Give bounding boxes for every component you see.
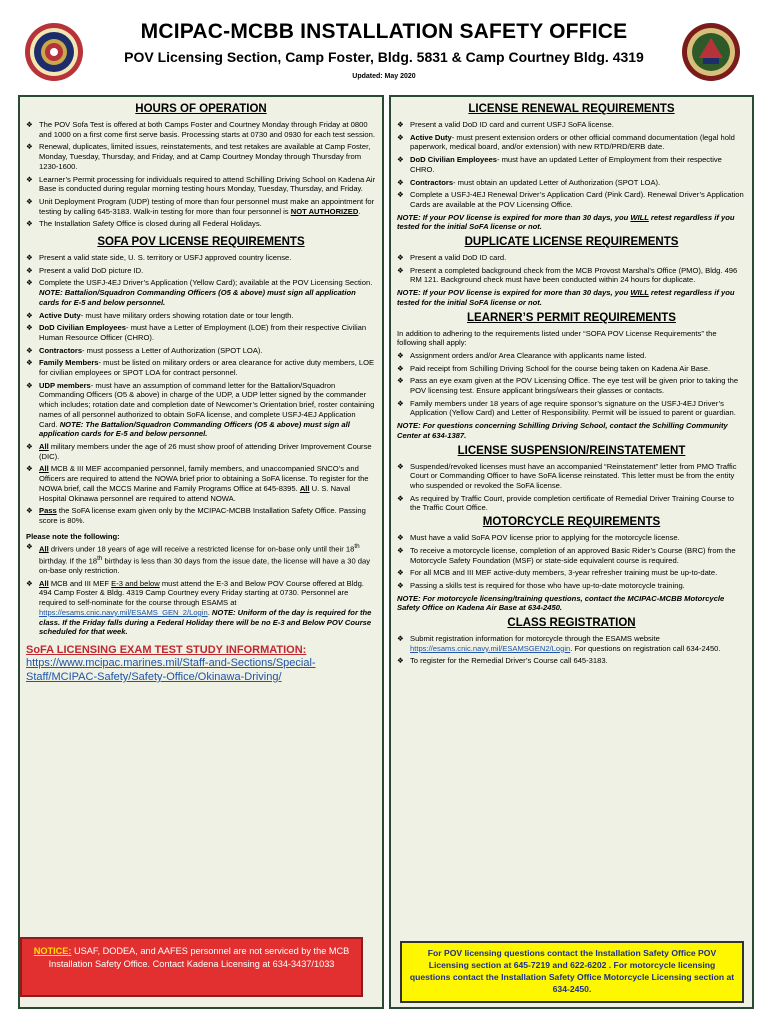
learner-list [397,351,746,418]
bullet-icon: ❖ [397,376,404,386]
bullet-icon: ❖ [26,174,33,184]
bullet-icon: ❖ [26,310,33,320]
bullet-icon: ❖ [26,441,33,451]
sofa-title: SOFA POV LICENSE REQUIREMENTS [97,236,305,249]
contact-box: For POV licensing questions contact the Installation Safety Office POV Licensing section at 645-7219 and 622-6202 . For motorcycle licensing questions contact the Installation Safety Office Motorcycle Licensing section at 634-2450. [400,941,744,1003]
bullet-icon: ❖ [397,580,404,590]
page-title: MCIPAC-MCBB INSTALLATION SAFETY OFFICE [140,20,628,43]
class-registration-title: CLASS REGISTRATION [507,617,636,630]
bullet-icon: ❖ [397,398,404,408]
list-item: ❖ The POV Sofa Test is offered at both Camps Foster and Courtney Monday through Friday at 0800 and 1000 on a first come first serve basis. Processing starts at 0730 and 0930 for each test session. [26,120,375,139]
safety-office-seal-icon [681,22,741,82]
list-item: ❖ Submit registration information for motorcycle through the ESAMS website https://esams.cnic.navy.mil/ESAMSGEN2/Login. For questions on registration call 634-2450. [397,634,721,653]
bullet-icon: ❖ [26,358,33,368]
bullet-icon: ❖ [397,350,404,360]
bullet-icon: ❖ [397,177,404,187]
list-item: ❖ To receive a motorcycle license, completion of an approved Basic Rider’s Course (BRC) from the Motorcycle Safety Foundation (MSF) or state-side equivalent course is required. [397,545,736,565]
hours-title: HOURS OF OPERATION [135,103,267,115]
duplicate-list [397,253,746,285]
bullet-icon: ❖ [26,541,33,551]
updated-date: Updated: May 2020 [352,73,416,80]
study-info-link[interactable]: https://www.mcipac.marines.mil/Staff-and-Sections/Special-Staff/MCIPAC-Safety/Safety-Office/Okinawa-Driving/ [26,657,316,683]
bullet-icon: ❖ [397,120,404,129]
bullet-icon: ❖ [397,568,404,578]
list-item: ❖ UDP members- must have an assumption of command letter for the Battalion/Squadron Commanding Officers (O5 & above) in charge of the UDP, a UDP letter signed by the commander which includes; rotation date and completion date of Newcomer’s Orientation brief, roster containing names of all personnel authorized to obtain SoFA license, and complete USFJ-4EJ Application Card. NOTE: The Battalion/Squadron Commanding Officers (O5 & above) must sign all application cards for E-5 and below personnel. [26,380,375,439]
bullet-icon: ❖ [397,253,404,263]
bullet-icon: ❖ [26,278,33,288]
list-item: ❖ Present a completed background check from the MCB Provost Marshal’s Office (PMO), Bldg. 496 RM 121. Background check must have been conducted within 24 hours for duplicate. [397,265,738,285]
bullet-icon: ❖ [397,190,404,200]
list-item: ❖ Family members under 18 years of age require sponsor’s signature on the USFJ-4EJ Driver’s Application (Yellow Card) and Letter of Responsibility. Permit will be issued to parent or guardian. [397,398,736,418]
list-item: ❖ All MCB and III MEF E-3 and below must attend the E-3 and Below POV Course offered at Bldg. 494 Camp Foster & Bldg. 4319 Camp Courtney every Friday starting at 0730. Personnel are required to self-nominate for the course through ESAMS at https://esams.cnic.navy.mil/ESAMS_GEN_2/Login. NOTE: Uniform of the day is required for the class. If the Friday falls during a Federal Holiday there will be no E-3 and Below POV Course scheduled for that week. [26,578,372,637]
bullet-icon: ❖ [26,506,33,516]
list-item: ❖ Present a valid DoD ID card. [397,253,507,263]
list-item: ❖ Paid receipt from Schilling Driving School for the course being taken on Kadena Air Base. [397,363,711,373]
header [0,0,768,92]
renewal-list [397,120,746,210]
hours-list [26,120,376,229]
list-item: ❖ Learner’s Permit processing for individuals required to attend Schilling Driving School on Kadena Air Base is conducted during regular morning testing hours Monday, Tuesday, Thursday, and Friday. [26,174,376,194]
bullet-icon: ❖ [26,345,33,355]
bullet-icon: ❖ [26,323,33,333]
duplicate-title: DUPLICATE LICENSE REQUIREMENTS [464,236,679,249]
list-item: ❖ DoD Civilian Employees- must have a Letter of Employment (LOE) from their respective Civilian Human Resource Officer (CHRO). [26,323,367,342]
bullet-icon: ❖ [397,656,404,666]
list-item: ❖ Unit Deployment Program (UDP) testing of more than four personnel must make an appointment for testing by calling 645-3183. Walk-in testing for more than four personnel is NOT AUTHORIZED. [26,196,375,216]
please-note-list [26,542,376,637]
learner-note: NOTE: For questions concerning Schilling Driving School, contact the Schilling Community Center at 634-1387. [397,421,728,440]
list-item: ❖ Present a valid DoD ID card and current USFJ SoFA license. [397,120,614,129]
bullet-icon: ❖ [26,142,33,152]
list-item: ❖ Pass an eye exam given at the POV Licensing Office. The eye test will be given prior to taking the POV licensing test. Ensure applicant brings/wears their glasses or contacts. [397,376,739,396]
motorcycle-note: NOTE: For motorcycle licensing/training questions, contact the MCIPAC-MCBB Motorcycle Safety Office on Kadena Air Base at 634-2450. [397,593,725,613]
bullet-icon: ❖ [397,132,404,142]
list-item: ❖ As required by Traffic Court, provide completion certificate of Remedial Driver Training Course to the Traffic Court Office. [397,493,734,513]
list-item: ❖ Suspended/revoked licenses must have an accompanied “Reinstatement” letter from PMO Traffic Court or Commanding Officer to have SoFA license reinstated. This letter must be from the entity who suspended or revoked the SoFA license. [397,461,737,490]
class-registration-list [397,634,746,666]
left-panel [18,95,384,1009]
list-item: ❖ To register for the Remedial Driver’s Course call 645-3183. [397,656,608,666]
notice-box [20,937,363,997]
bullet-icon: ❖ [397,493,404,503]
list-item: ❖ Contractors- must obtain an updated Letter of Authorization (SPOT LOA). [397,177,661,187]
list-item: ❖ Present a valid state side, U. S. territory or USFJ approved country license. [26,253,292,263]
bullet-icon: ❖ [26,380,33,390]
bullet-icon: ❖ [397,155,404,165]
list-item: ❖ Family Members- must be listed on military orders or area clearance for active duty members, LOE for civilian employees or SPOT LOA for contract personnel. [26,358,375,378]
list-item: ❖ For all MCB and III MEF active-duty members, 3-year refresher training must be up-to-date. [397,568,718,578]
list-item: ❖ Complete a USFJ-4EJ Renewal Driver’s Application Card (Pink Card). Renewal Driver’s Application Cards are available at the POV Licensing Office. [397,190,744,209]
bullet-icon: ❖ [26,120,33,129]
bullet-icon: ❖ [26,464,33,474]
list-item: ❖ Present a valid DoD picture ID. [26,265,144,275]
list-item: ❖ DoD Civilian Employees- must have an updated Letter of Employment from their respective CHRO. [397,155,722,174]
list-item: ❖ Renewal, duplicates, limited issues, reinstatements, and test retakes are available at Camp Foster, Monday, Tuesday, Thursday, and Friday, and at Camp Courtney Monday through Thursday from 1230-1600. [26,142,371,171]
bullet-icon: ❖ [26,219,33,229]
suspension-title: LICENSE SUSPENSION/REINSTATEMENT [457,444,686,457]
bullet-icon: ❖ [397,533,404,543]
list-item: ❖ All drivers under 18 years of age will receive a restricted license for on-base only until their 18th birthday. If the 18th birthday is less than 30 days from the issue date, the license will have a 30 day on-base only restriction. [26,541,371,576]
renewal-title: LICENSE RENEWAL REQUIREMENTS [468,103,675,115]
esams-motorcycle-link[interactable]: https://esams.cnic.navy.mil/ESAMSGEN2/Login [410,643,571,653]
please-note-heading: Please note the following: [26,531,120,541]
list-item: ❖ Assignment orders and/or Area Clearance with applicants name listed. [397,350,647,360]
renewal-note: NOTE: If your POV license is expired for more than 30 days, you WILL retest regardless if you tested for the initial SoFA license or not. [397,212,735,232]
bullet-icon: ❖ [26,253,33,263]
bullet-icon: ❖ [397,634,404,644]
list-item: ❖ Pass the SoFA license exam given only by the MCIPAC-MCBB Installation Safety Office. Passing score is 80%. [26,506,366,525]
page-subtitle: POV Licensing Section, Camp Foster, Bldg. 5831 & Camp Courtney Bldg. 4319 [124,49,644,65]
duplicate-note: NOTE: If your POV license is expired for more than 30 days, you WILL retest regardless if you tested for the initial SoFA license or not. [397,288,735,307]
list-item: ❖ Active Duty- must present extension orders or other official command documentation (legal hold paperwork, medical board, and/or extension) with new RTD/PRD/ERB date. [397,132,735,152]
list-item: ❖ Passing a skills test is required for those who have up-to-date motorcycle training. [397,580,685,590]
list-item: ❖ All MCB & III MEF accompanied personnel, family members, and unaccompanied SNCO’s and Officers are required to attend the NOWA brief prior to obtaining a SoFA license. To register for the NOWA brief, call the MCCS Marine and Family Programs Office at 645-8395. All U. S. Naval Hospital Okinawa personnel are required to attend NOWA. [26,464,369,503]
right-panel [389,95,754,1009]
list-item: ❖ Complete the USFJ-4EJ Driver’s Application (Yellow Card); available at the POV Licensing Section. NOTE: Battalion/Squadron Commanding Officers (O5 & above) must sign all application cards for E-5 and below personnel. [26,278,373,307]
bullet-icon: ❖ [26,578,33,588]
notice-text: USAF, DODEA, and AAFES personnel are not serviced by the MCB Installation Safety Office. Contact Kadena Licensing at 634-3437/1033 [48,946,350,969]
list-item: ❖ Active Duty- must have military orders showing rotation date or tour length. [26,310,294,320]
list-item: ❖ All military members under the age of 26 must show proof of attending Driver Improvement Course (DIC). [26,441,372,461]
bullet-icon: ❖ [397,545,404,555]
list-item: ❖ The Installation Safety Office is closed during all Federal Holidays. [26,219,262,229]
sofa-list [26,253,376,526]
suspension-list [397,462,746,514]
bullet-icon: ❖ [397,265,404,275]
bullet-icon: ❖ [397,461,404,471]
bullet-icon: ❖ [26,196,33,206]
bullet-icon: ❖ [397,363,404,373]
learner-intro: In addition to adhering to the requirements listed under “SOFA POV License Requirements” the following shall apply: [397,328,717,348]
motorcycle-title: MOTORCYCLE REQUIREMENTS [482,516,661,529]
notice-label: NOTICE: [33,946,72,956]
list-item: ❖ Contractors- must possess a Letter of Authorization (SPOT LOA). [26,345,263,355]
learner-title: LEARNER’S PERMIT REQUIREMENTS [467,311,676,324]
bullet-icon: ❖ [26,265,33,275]
motorcycle-list [397,533,746,591]
study-info-label: SoFA LICENSING EXAM TEST STUDY INFORMATION: [26,644,307,656]
esams-link[interactable]: https://esams.cnic.navy.mil/ESAMS_GEN_2/Login [39,607,208,617]
list-item: ❖ Must have a valid SoFA POV license prior to applying for the motorcycle license. [397,533,680,543]
